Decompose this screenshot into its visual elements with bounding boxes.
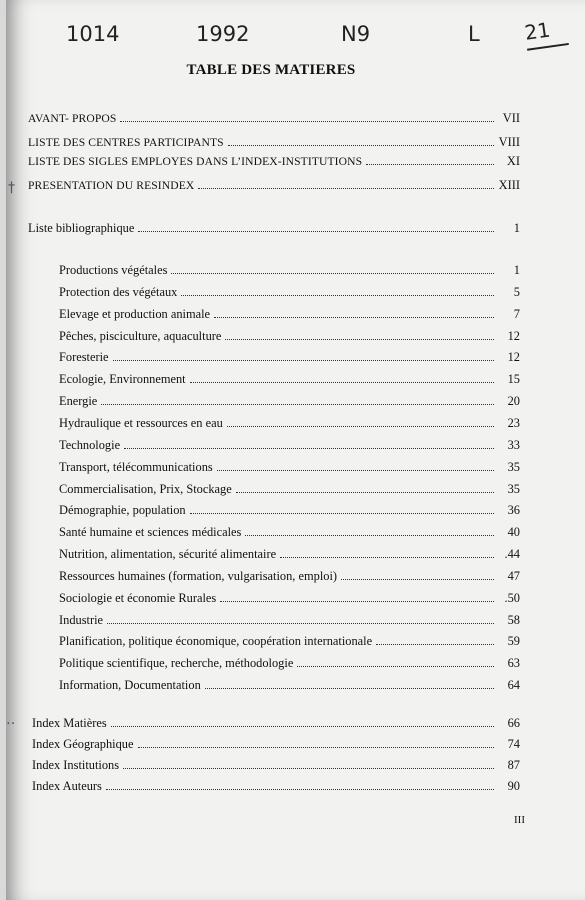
toc-entry xyxy=(59,329,520,346)
leader-dots xyxy=(280,548,494,558)
toc-entry xyxy=(28,178,520,195)
toc-entry-label: Productions végétales xyxy=(59,263,168,277)
handwritten-note: N9 xyxy=(341,22,371,46)
toc-entry-label: Hydraulique et ressources en eau xyxy=(59,415,223,430)
toc-entry-label: Elevage et production animale xyxy=(59,306,211,321)
margin-mark: ‥ xyxy=(6,712,16,728)
leader-dots xyxy=(217,461,494,471)
toc-entry-label: Index Institutions xyxy=(32,758,120,772)
toc-entry-label: Politique scientifique, recherche, méthodologie xyxy=(59,656,294,671)
toc-entry-label: Pêches, pisciculture, aquaculture xyxy=(59,328,222,343)
toc-entry-label: Index Géographique xyxy=(32,737,134,751)
leader-dots xyxy=(106,780,494,790)
toc-entry-page: 35 xyxy=(507,459,520,474)
toc-entry xyxy=(59,372,520,389)
toc-entry-page: .50 xyxy=(504,590,520,605)
toc-entry xyxy=(59,547,520,564)
toc-entry-page: 36 xyxy=(507,503,520,518)
toc-entry-label: Foresterie xyxy=(59,350,109,365)
toc-entry-page: .44 xyxy=(504,547,520,562)
toc-entry-page: 23 xyxy=(507,415,520,430)
toc-entry-page: 58 xyxy=(507,612,520,627)
toc-entry-label: Sociologie et économie Rurales xyxy=(59,590,217,605)
leader-dots xyxy=(228,136,494,146)
leader-dots xyxy=(376,635,494,645)
toc-entry xyxy=(59,350,520,367)
toc-entry-page: 15 xyxy=(507,372,520,387)
leader-dots xyxy=(113,351,494,361)
leader-dots xyxy=(101,395,494,405)
leader-dots xyxy=(297,657,494,667)
toc-entry-label: Planification, politique économique, coopération internationale xyxy=(59,634,373,649)
leader-dots xyxy=(181,286,494,296)
toc-entry xyxy=(28,154,520,171)
toc-entry xyxy=(59,503,520,520)
leader-dots xyxy=(214,308,494,318)
toc-entry xyxy=(59,394,520,411)
leader-dots xyxy=(220,592,494,602)
toc-entry-label: LISTE DES CENTRES PARTICIPANTS xyxy=(28,136,224,149)
toc-entry-page: 5 xyxy=(513,284,520,299)
toc-entry xyxy=(59,482,520,499)
toc-entry-label: LISTE DES SIGLES EMPLOYES DANS L’INDEX-INSTITUTIONS xyxy=(28,155,363,168)
toc-entry-page: VII xyxy=(502,111,520,125)
toc-entry-page: 1 xyxy=(513,221,520,235)
toc-entry-page: VIII xyxy=(498,135,520,149)
toc-entry xyxy=(32,737,520,754)
leader-dots xyxy=(190,373,494,383)
toc-entry xyxy=(59,285,520,302)
toc-entry-label: Index Auteurs xyxy=(32,779,102,793)
handwritten-note: 1992 xyxy=(196,22,250,46)
leader-dots xyxy=(227,417,494,427)
toc-entry-label: AVANT- PROPOS xyxy=(28,112,117,125)
leader-dots xyxy=(124,439,494,449)
leader-dots xyxy=(366,155,494,165)
toc-entry-label: Information, Documentation xyxy=(59,678,201,693)
toc-entry-label: Démographie, population xyxy=(59,503,186,518)
leader-dots xyxy=(138,222,494,232)
toc-entry-page: 66 xyxy=(507,716,520,730)
leader-dots xyxy=(107,614,494,624)
toc-entry-label: Liste bibliographique xyxy=(28,221,135,235)
toc-entry xyxy=(59,307,520,324)
toc-entry xyxy=(59,634,520,651)
handwritten-note: L xyxy=(468,22,480,46)
leader-dots xyxy=(205,679,494,689)
toc-entry-label: Energie xyxy=(59,394,98,409)
toc-entry xyxy=(59,656,520,673)
toc-entry xyxy=(59,678,520,695)
toc-entry-page: XIII xyxy=(498,178,520,192)
toc-entry-page: 1 xyxy=(513,263,520,277)
toc-entry xyxy=(32,779,520,796)
toc-entry xyxy=(32,758,520,775)
toc-entry-page: 47 xyxy=(507,568,520,583)
leader-dots xyxy=(236,483,494,493)
leader-dots xyxy=(138,738,495,748)
document-page xyxy=(6,0,585,900)
toc-entry-page: 20 xyxy=(507,394,520,409)
toc-entry-label: Transport, télécommunications xyxy=(59,459,213,474)
toc-entry-page: 74 xyxy=(507,737,520,751)
margin-mark: † xyxy=(8,180,15,196)
toc-entry-page: 7 xyxy=(513,306,520,321)
toc-entry xyxy=(32,716,520,733)
page-number: III xyxy=(514,814,525,826)
toc-entry-page: 40 xyxy=(507,525,520,540)
leader-dots xyxy=(198,179,494,189)
handwritten-notes xyxy=(6,14,585,54)
leader-dots xyxy=(245,526,494,536)
toc-entry-label: Commercialisation, Prix, Stockage xyxy=(59,481,232,496)
toc-entry-label: Ressources humaines (formation, vulgarisation, emploi) xyxy=(59,568,338,583)
toc-entry-label: PRESENTATION DU RESINDEX xyxy=(28,179,195,192)
toc-entry-page: 33 xyxy=(507,437,520,452)
toc-entry xyxy=(59,525,520,542)
toc-entry-label: Protection des végétaux xyxy=(59,284,178,299)
leader-dots xyxy=(120,112,494,122)
leader-dots xyxy=(123,759,494,769)
toc-entry xyxy=(59,591,520,608)
toc-entry xyxy=(59,613,520,630)
toc-entry-label: Index Matières xyxy=(32,716,107,730)
leader-dots xyxy=(225,330,494,340)
toc-entry-label: Ecologie, Environnement xyxy=(59,372,186,387)
toc-entry-page: XI xyxy=(506,154,520,168)
toc-entry xyxy=(28,135,520,152)
toc-entry xyxy=(59,416,520,433)
toc-entry-page: 64 xyxy=(507,678,520,693)
leader-dots xyxy=(171,264,494,274)
leader-dots xyxy=(341,570,494,580)
toc-entry-page: 35 xyxy=(507,481,520,496)
toc-entry xyxy=(28,221,520,238)
toc-entry-label: Industrie xyxy=(59,612,104,627)
toc-entry-label: Technologie xyxy=(59,437,121,452)
toc-entry xyxy=(59,263,520,280)
page-title: TABLE DES MATIERES xyxy=(186,62,356,78)
toc-entry-label: Santé humaine et sciences médicales xyxy=(59,525,242,540)
toc-entry xyxy=(59,438,520,455)
toc-entry-page: 59 xyxy=(507,634,520,649)
toc-entry-page: 12 xyxy=(507,350,520,365)
toc-entry-label: Nutrition, alimentation, sécurité alimentaire xyxy=(59,547,277,562)
handwritten-corner-mark: 21 xyxy=(523,15,569,51)
toc-entry-page: 90 xyxy=(507,779,520,793)
leader-dots xyxy=(111,717,494,727)
toc-entry xyxy=(59,460,520,477)
handwritten-note: 1014 xyxy=(66,22,120,46)
leader-dots xyxy=(190,504,494,514)
toc-entry-page: 63 xyxy=(507,656,520,671)
toc-entry-page: 87 xyxy=(507,758,520,772)
toc-entry xyxy=(59,569,520,586)
toc-entry xyxy=(28,111,520,128)
toc-entry-page: 12 xyxy=(507,328,520,343)
